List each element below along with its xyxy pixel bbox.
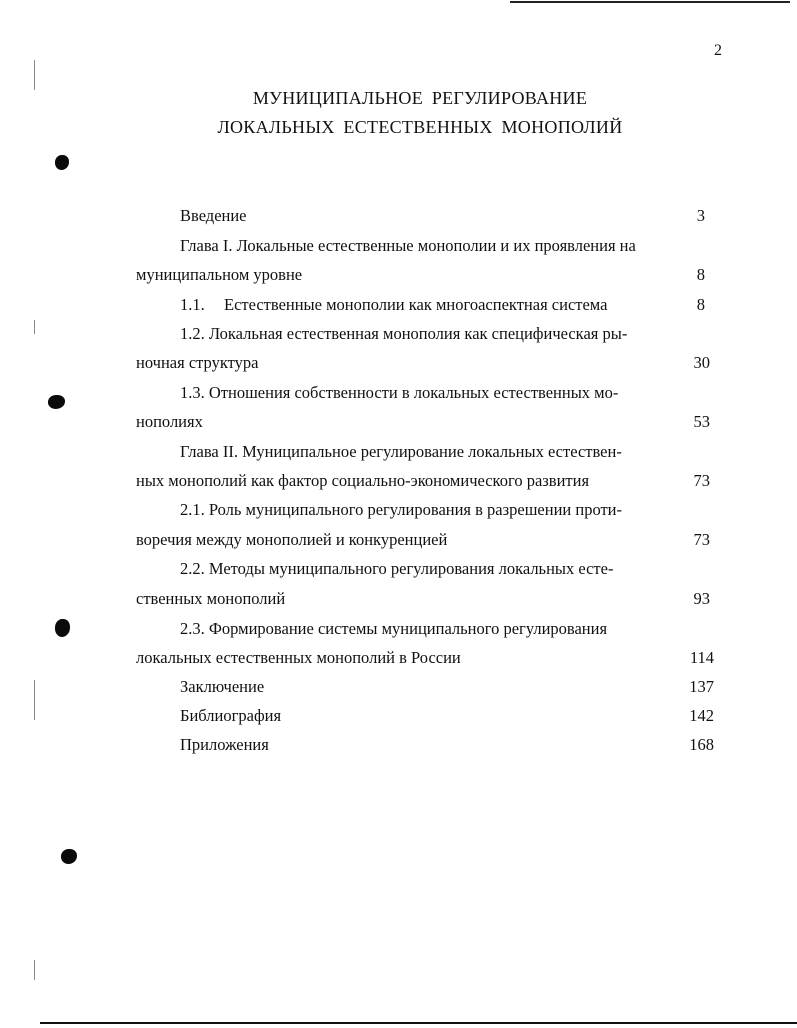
toc-entry-1-2: 1.2. Локальная естественная монополия как специфическая ры- <box>180 324 628 343</box>
toc-entry-bibliography: Библиография <box>180 706 282 725</box>
margin-mark <box>34 960 35 980</box>
toc-page-2-3: 114 <box>689 648 714 667</box>
page-number: 2 <box>714 42 722 59</box>
punch-hole-mark <box>55 155 69 170</box>
toc-page-2-2: 93 <box>693 589 710 608</box>
toc-entry-2-3-cont: локальных естественных монополий в России <box>136 648 461 667</box>
toc-entry-intro: Введение <box>180 206 247 225</box>
section-label: Естественные монополии как многоаспектная система <box>224 295 608 314</box>
toc-entry-1-3-cont: нополиях <box>136 412 203 431</box>
toc-entry-chapter-1: Глава I. Локальные естественные монополии и их проявления на <box>180 236 636 255</box>
page-title-line-2: ЛОКАЛЬНЫХ ЕСТЕСТВЕННЫХ МОНОПОЛИЙ <box>217 117 623 137</box>
toc-entry-1-3: 1.3. Отношения собственности в локальных естественных мо- <box>180 383 619 402</box>
margin-mark <box>34 320 35 334</box>
toc-page-1-1: 8 <box>696 295 705 314</box>
toc-page-bibliography: 142 <box>689 706 714 725</box>
toc-entry-2-2-cont: ственных монополий <box>136 589 286 608</box>
scan-edge-top <box>510 1 790 3</box>
toc-entry-2-1: 2.1. Роль муниципального регулирования в разрешении проти- <box>180 500 623 519</box>
section-number: 1.1. <box>180 295 205 314</box>
toc-page-intro: 3 <box>696 206 705 225</box>
toc-page-conclusion: 137 <box>689 677 714 696</box>
toc-page-chapter-1: 8 <box>696 265 705 284</box>
margin-mark <box>34 680 35 720</box>
toc-page-chapter-2: 73 <box>693 471 710 490</box>
page-title-line-1: МУНИЦИПАЛЬНОЕ РЕГУЛИРОВАНИЕ <box>252 88 588 108</box>
toc-entry-1-2-cont: ночная структура <box>136 353 259 372</box>
toc-entry-2-1-cont: воречия между монополией и конкуренцией <box>136 530 448 549</box>
toc-entry-2-3: 2.3. Формирование системы муниципального регулирования <box>180 619 608 638</box>
punch-hole-mark <box>55 619 70 637</box>
margin-mark <box>34 60 35 90</box>
punch-hole-mark <box>48 395 65 409</box>
toc-entry-chapter-2: Глава II. Муниципальное регулирование локальных естествен- <box>180 442 622 461</box>
toc-entry-chapter-2-cont: ных монополий как фактор социально-экономического развития <box>136 471 590 490</box>
toc-page-appendix: 168 <box>689 735 714 754</box>
punch-hole-mark <box>61 849 77 864</box>
toc-page-2-1: 73 <box>693 530 710 549</box>
toc-entry-appendix: Приложения <box>180 735 269 754</box>
toc-entry-2-2: 2.2. Методы муниципального регулирования локальных есте- <box>180 559 614 578</box>
toc-entry-conclusion: Заключение <box>180 677 265 696</box>
scan-edge-bottom <box>40 1022 797 1024</box>
toc-page-1-2: 30 <box>693 353 710 372</box>
toc-entry-chapter-1-cont: муниципальном уровне <box>136 265 303 284</box>
toc-page-1-3: 53 <box>693 412 710 431</box>
toc-entry-1-1 <box>180 295 607 315</box>
